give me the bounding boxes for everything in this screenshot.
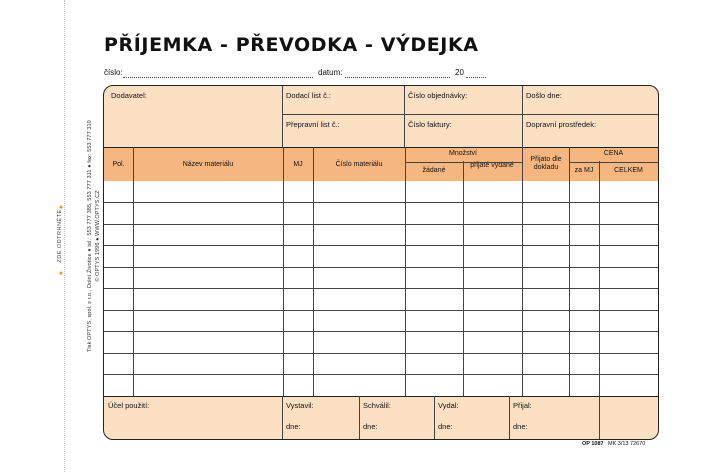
table-row bbox=[104, 224, 658, 225]
transport-means-field[interactable]: Dopravní prostředek: bbox=[526, 120, 597, 129]
column-divider bbox=[133, 147, 134, 396]
invoice-number-field[interactable]: Číslo faktury: bbox=[408, 120, 452, 129]
divider bbox=[359, 396, 360, 439]
transport-note-field[interactable]: Přepravní list č.: bbox=[286, 120, 340, 129]
table-header bbox=[104, 147, 658, 183]
form-frame bbox=[103, 85, 659, 440]
col-cena: CENA bbox=[603, 150, 624, 157]
table-row bbox=[104, 288, 658, 289]
divider bbox=[104, 396, 658, 397]
table-row bbox=[104, 310, 658, 311]
column-divider bbox=[599, 161, 600, 396]
col-cislo-materialu: Číslo materiálu bbox=[335, 161, 383, 168]
col-nazev: Název materiálu bbox=[182, 161, 234, 168]
col-prijate-vydane: přijaté vydané bbox=[470, 162, 514, 169]
table-row bbox=[104, 353, 658, 354]
divider bbox=[282, 396, 283, 439]
received-date-field[interactable]: Došlo dne: bbox=[526, 91, 562, 100]
order-number-field[interactable]: Číslo objednávky: bbox=[408, 91, 468, 100]
column-divider bbox=[463, 161, 464, 396]
table-row bbox=[104, 267, 658, 268]
delivery-note-field[interactable]: Dodací list č.: bbox=[286, 91, 332, 100]
copyright-info bbox=[95, 190, 101, 281]
tear-arrow-icon: ✦ bbox=[57, 269, 65, 278]
column-divider bbox=[522, 147, 523, 396]
divider bbox=[282, 114, 658, 115]
column-divider bbox=[405, 147, 406, 396]
col-prijato-dle-dokladu: Přijato dle dokladu bbox=[530, 156, 562, 171]
date-label: datum: bbox=[318, 68, 343, 77]
column-divider bbox=[569, 147, 570, 396]
col-za-mj: za MJ bbox=[574, 167, 594, 174]
form-code-sub: MK 3/13 72670 bbox=[608, 441, 646, 447]
col-pol: Pol. bbox=[112, 161, 125, 168]
table-row bbox=[104, 202, 658, 203]
approved-by-field[interactable]: Schválil: bbox=[363, 401, 391, 410]
number-label: číslo: bbox=[104, 68, 123, 77]
column-divider bbox=[283, 147, 284, 396]
received-date-signature-field[interactable]: dne: bbox=[513, 422, 528, 431]
divider bbox=[434, 396, 435, 439]
dispatched-date-field[interactable]: dne: bbox=[438, 422, 453, 431]
divider bbox=[569, 162, 658, 163]
table-row bbox=[104, 374, 658, 375]
document-title: PŘÍJEMKA - PŘEVODKA - VÝDEJKA bbox=[104, 34, 479, 56]
divider bbox=[509, 396, 510, 439]
table-row bbox=[104, 331, 658, 332]
table-row bbox=[104, 245, 658, 246]
number-field[interactable] bbox=[123, 77, 313, 78]
issued-by-field[interactable]: Vystavil: bbox=[286, 401, 314, 410]
tear-here-text: ZDE ODTRHNĚTE bbox=[57, 209, 63, 263]
divider bbox=[522, 86, 523, 147]
divider bbox=[599, 396, 600, 439]
copyright-text: © OPTYS 1996 ● WWW.OPTYS.CZ bbox=[95, 190, 101, 282]
col-mnozstvi: Množství bbox=[448, 150, 477, 157]
tear-arrow-icon: ✦ bbox=[57, 203, 65, 212]
dispatched-by-field[interactable]: Vydal: bbox=[438, 401, 459, 410]
divider bbox=[404, 86, 405, 147]
col-zadane: žádané bbox=[422, 167, 446, 174]
year-prefix: 20 bbox=[455, 68, 464, 77]
date-field[interactable] bbox=[345, 77, 450, 78]
printer-info bbox=[87, 120, 93, 352]
year-field[interactable] bbox=[466, 77, 486, 78]
items-table[interactable] bbox=[104, 181, 658, 396]
column-divider bbox=[313, 147, 314, 396]
purpose-field[interactable]: Účel použití: bbox=[108, 401, 150, 410]
received-by-field[interactable]: Přijal: bbox=[513, 401, 532, 410]
issued-date-field[interactable]: dne: bbox=[286, 422, 301, 431]
supplier-field[interactable]: Dodavatel: bbox=[111, 91, 147, 100]
col-celkem: CELKEM bbox=[614, 167, 643, 174]
perforation-line bbox=[64, 0, 65, 472]
col-mj: MJ bbox=[293, 161, 303, 168]
approved-date-field[interactable]: dne: bbox=[363, 422, 378, 431]
form-code: OP 1087 bbox=[582, 441, 604, 447]
printer-text: Tisk OPTYS, spol. s r.o., Dolní Životice ● tel.: 553 777 385, 553 777 311 ● fax: 553 777 310 bbox=[87, 120, 93, 352]
divider bbox=[282, 86, 283, 147]
